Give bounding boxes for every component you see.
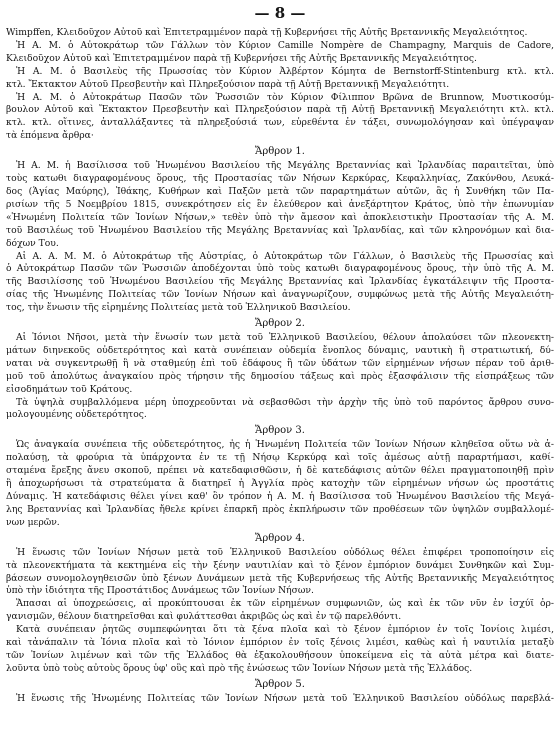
text-line: «Ἡνωμένη Πολιτεία τῶν Ἰονίων Νήσων,» τεθὲν ὑπὸ τὴν ἄμεσον καὶ ἀποκλειστικὴν Προστασίαν τῆς Α. Μ. bbox=[6, 211, 554, 223]
text-line: βουλον Αὐτοῦ καὶ Ἔκτακτον Πρεσβευτὴν καὶ Πληρεξούσιον παρὰ τῇ Αὐτῇ Βρεταννικῇ Μεγαλειότητι κτλ. κτλ. bbox=[6, 104, 554, 116]
text-line: τος, τὴν ἕνωσιν τῆς εἰρημένης Πολιτείας μετὰ τοῦ Ἑλληνικοῦ Βασιλείου. bbox=[6, 302, 351, 314]
text-line: σταμένα ἔρεξης ἄνευ σκοποῦ, πρέπει νὰ κατεδαφισθῶσιν, ἡ δὲ κατεδάφισις αὐτῶν θέλει πραγματοποιηθῇ πρὶν bbox=[6, 465, 554, 477]
text-line: ρισίων τῆς 5 Νοεμβρίου 1815, συνεκρότησεν εἰς ἓν ἐλεύθερον καὶ ἀνεξάρτητον Κράτος, ὑπὸ τὴν ἐπωνυμίαν bbox=[6, 198, 554, 210]
text-line: Τὰ ὑψηλὰ συμβαλλόμενα μέρη ὑποχρεοῦνται νὰ σεβασθῶσι τὴν ἀρχὴν τῆς ὑπὸ τοῦ παρόντος ἄρθρου συνο- bbox=[16, 396, 554, 408]
text-line: λης Βρεταννίας καὶ Ἰρλανδίας ἤθελε κρίνει ἐπαρκῆ πρὸς ἐκπλήρωσιν τῶν προθέσεων τῶν ὑψηλῶν συμβαλλομέ- bbox=[6, 503, 554, 515]
text-line: Ἡ Α. Μ. ὁ Αὐτοκράτωρ Πασῶν τῶν Ῥωσσιῶν τὸν Κύριον Φίλιππον Βρῶνα de Brunnow, Μυστικοσύμ- bbox=[16, 91, 554, 103]
text-line: ὁ Αὐτοκράτωρ Πασῶν τῶν Ῥωσσιῶν ἀποδέχονται ὑπὸ τοὺς κατωθι διαγραφομένους ὅρους, τὴν ὑπὸ τῆς Α. Μ. bbox=[6, 263, 554, 275]
text-line: Ἡ Α. Μ. ἡ Βασίλισσα τοῦ Ἡνωμένου Βασιλείου τῆς Μεγάλης Βρεταννίας καὶ Ἰρλανδίας παραιτεῖται, ὑπὸ bbox=[16, 160, 554, 172]
text-line: Ἡ ἕνωσις τῶν Ἰονίων Νήσων μετὰ τοῦ Ἑλληνικοῦ Βασιλείου οὐδόλως θέλει ἐπιφέρει τροποποίησιν εἰς bbox=[16, 546, 554, 558]
text-line: τοῦ Βασιλέως τοῦ Ἡνωμένου Βασιλείου τῆς Μεγάλης Βρεταννίας καὶ Ἰρλανδίας, καὶ τῶν κληρονόμων καὶ δια- bbox=[6, 224, 554, 236]
text-line: Wimpffen, Κλειδοῦχον Αὐτοῦ καὶ Ἐπιτετραμμένον παρὰ τῇ Κυβερνήσει τῆς Αὐτῆς Βρεταννικῆς Μεγαλειότητος. bbox=[6, 27, 528, 38]
text-line: κτλ. κτλ. οἵτινες, ἀνταλλάξαντες τὰ πληρεξούσιά των, εὑρεθέντα ἐν τάξει, συνωμολόγησαν καὶ ὑπέγραψαν bbox=[6, 117, 554, 129]
text-line: τὰ ἑπόμενα ἄρθρα· bbox=[6, 130, 94, 142]
text-line: πολαύσῃ, τὰ φρούρια τὰ ὑπάρχοντα ἐν τε τῇ Νήσῳ Κερκύρᾳ καὶ τοῖς ἀμέσως αὐτῇ παραρτήμασι, καθί- bbox=[6, 452, 554, 464]
text-line: εἰσοδημάτων τοῦ Κράτους. bbox=[6, 383, 133, 395]
text-line: τῶν Ἰονίων λιμένων καὶ τῶν τῆς Ἑλλάδος θὰ ἐξακολουθήσουν ὑποκείμενα εἰς τὰ αὐτὰ μέτρα καὶ διατε- bbox=[6, 649, 554, 661]
text-line: ὑπὸ τὴν ἰδιότητα τῆς Προστάτιδος Δυνάμεως τῶν Ἰονίων Νήσων. bbox=[6, 585, 314, 597]
text-line: μάτων διηνεκοῦς οὐδετερότητος καὶ κατὰ συνέπειαν οὐδεμία ἔνοπλος δύναμις, ναυτικὴ ἢ στρατιωτική, δύ- bbox=[6, 344, 554, 356]
article-heading: Ἄρθρον 5. bbox=[255, 678, 305, 690]
article-heading: Ἄρθρον 2. bbox=[255, 318, 305, 330]
text-line: Δύναμις. Ἡ κατεδάφισις θέλει γίνει καθ' ὃν τρόπον ἡ Α. Μ. ἡ Βασίλισσα τοῦ Ἡνωμένου Βασιλείου τῆς Μεγά- bbox=[6, 491, 554, 502]
document-body bbox=[6, 27, 554, 706]
text-line: τοὺς κατωθι διαγραφομένους ὅρους, τῆς Προστασίας τῶν Νήσων Κερκύρας, Κεφαλληνίας, Ζακύνθου, Λευκά- bbox=[6, 173, 554, 185]
text-line: Αἱ Α. Α. Μ. Μ. ὁ Αὐτοκράτωρ τῆς Αὐστρίας, ὁ Αὐτοκράτωρ τῶν Γάλλων, ὁ Βασιλεὺς τῆς Πρωσσίας καὶ bbox=[16, 250, 554, 262]
text-line: κτλ. Ἔκτακτον Αὐτοῦ Πρεσβευτὴν καὶ Πληρεξούσιον παρὰ τῇ Αὐτῇ Βρεταννικῇ Μεγαλειότητι. bbox=[6, 78, 450, 90]
text-line: μοῦ τοῦ ἀπολύτως ἀναγκαίου πρὸς τήρησιν τῆς δημοσίου τάξεως καὶ πρὸς ἐξασφάλισιν τῆς εἰσπράξεως τῶν bbox=[6, 370, 554, 382]
text-line: Κατὰ συνέπειαν ῥητῶς συμπεφώνηται ὅτι τὰ ξένα πλοῖα καὶ τὸ ξένον ἐμπόριον ἐν τοῖς Ἰονίοις λιμέσι, bbox=[16, 624, 554, 636]
text-line: σίας τῆς Ἡνωμένης Πολιτείας τῶν Ἰονίων Νήσων καὶ ἀναγνωρίζουν, συμφώνως μετὰ τῆς Αὐτῆς Μεγαλειότη- bbox=[6, 289, 554, 301]
page-number: — 8 — bbox=[254, 4, 306, 22]
text-line: λοῦντα ὑπὸ τοὺς αὐτοὺς ὅρους ὑφ' οὓς καὶ πρὸ τῆς ἑνώσεως τῶν Ἰονίων Νήσων μετὰ τῆς Ἑλλάδος. bbox=[6, 662, 473, 674]
text-line: ναται νὰ συγκεντρωθῇ ἢ νὰ σταθμεύῃ ἐπὶ τοῦ ἐδάφους ἢ τῶν ὑδάτων τῶν εἰρημένων νήσων πέραν τοῦ ἀριθ- bbox=[6, 357, 554, 369]
article-heading: Ἄρθρον 1. bbox=[255, 146, 305, 158]
text-line: τὰ πλεονεκτήματα τὰ κεκτημένα εἰς τὴν ξένην ναυτιλίαν καὶ τὸ ξένον ἐμπόριον δυνάμει Συνθηκῶν καὶ Συμ- bbox=[6, 559, 554, 571]
text-line: Ἅπασαι αἱ ὑποχρεώσεις, αἱ προκύπτουσαι ἐκ τῶν εἰρημένων συμφωνιῶν, ὡς καὶ ἐκ τῶν νῦν ἐν ἰσχύϊ ὀρ- bbox=[16, 598, 554, 610]
text-line: Ἡ Α. Μ. ὁ Αὐτοκράτωρ τῶν Γάλλων τὸν Κύριον Camille Nompère de Champagny, Marquis de Cadore, bbox=[16, 39, 554, 51]
text-line: Αἱ Ἰόνιοι Νῆσοι, μετὰ τὴν ἕνωσίν των μετὰ τοῦ Ἑλληνικοῦ Βασιλείου, θέλουν ἀπολαύσει τῶν πλεονεκτη- bbox=[16, 332, 554, 344]
text-line: Ὡς ἀναγκαία συνέπεια τῆς οὐδετερότητος, ἧς ἡ Ἡνωμένη Πολιτεία τῶν Ἰονίων Νήσων κληθεῖσα οὕτω νὰ ἀ- bbox=[16, 439, 554, 451]
text-line: νων μερῶν. bbox=[6, 516, 60, 528]
text-line: δόχων Του. bbox=[6, 237, 59, 249]
text-line: δος (Ἁγίας Μαύρης), Ἰθάκης, Κυθήρων καὶ Παξῶν μετὰ τῶν παραρτημάτων αὐτῶν, ἃς ἡ Συνθήκη τῶν Πα- bbox=[6, 185, 554, 197]
text-line: τῆς Βασιλίσσης τοῦ Ἡνωμένου Βασιλείου τῆς Μεγάλης Βρεταννίας καὶ Ἰρλανδίας ἐγκατάλειψιν τῆς Προστα- bbox=[6, 276, 554, 288]
text-line: μολογουμένης οὐδετερότητος. bbox=[6, 409, 147, 421]
text-line: καὶ τἀνάπαλιν τὰ Ἰόνια πλοῖα καὶ τὸ Ἰόνιον ἐμπόριον ἐν τοῖς ξένοις λιμέσι, καθὼς καὶ ἡ ναυτιλία μεταξὺ bbox=[6, 637, 554, 649]
article-heading: Ἄρθρον 3. bbox=[255, 425, 305, 437]
text-line: γανισμῶν, θέλουν διατηρεῖσθαι καὶ φυλάττεσθαι ἀκριβῶς ὡς καὶ ἐν τῷ παρελθόντι. bbox=[6, 611, 402, 623]
text-line: Ἡ ἕνωσις τῆς Ἡνωμένης Πολιτείας τῶν Ἰονίων Νήσων μετὰ τοῦ Ἑλληνικοῦ Βασιλείου οὐδόλως παρεβλά- bbox=[16, 692, 554, 704]
text-line: Ἡ Α. Μ. ὁ Βασιλεὺς τῆς Πρωσσίας τὸν Κύριον Ἀλβέρτον Κόμητα de Bernstorff-Stintenburg κτλ. κτλ. bbox=[16, 65, 554, 77]
text-line: βάσεων συνομολογηθεισῶν ὑπὸ ξένων Δυνάμεων μετὰ τῆς Κυβερνήσεως τῆς Αὐτῆς Βρεταννικῆς Μεγαλειότητος bbox=[6, 572, 554, 584]
text-line: Κλειδοῦχον Αὐτοῦ καὶ Ἐπιτετραμμένον παρὰ τῇ Κυβερνήσει τῆς Αὐτῆς Βρεταννικῆς Μεγαλειότητος. bbox=[6, 52, 477, 64]
text-line: ἢ ἀποχωρήσωσι τὰ στρατεύματα ἃ διατηρεῖ ἡ Ἀγγλία πρὸς κατοχὴν τῶν εἰρημένων νήσων ὡς προστάτις bbox=[6, 478, 554, 490]
article-heading: Ἄρθρον 4. bbox=[255, 532, 305, 544]
